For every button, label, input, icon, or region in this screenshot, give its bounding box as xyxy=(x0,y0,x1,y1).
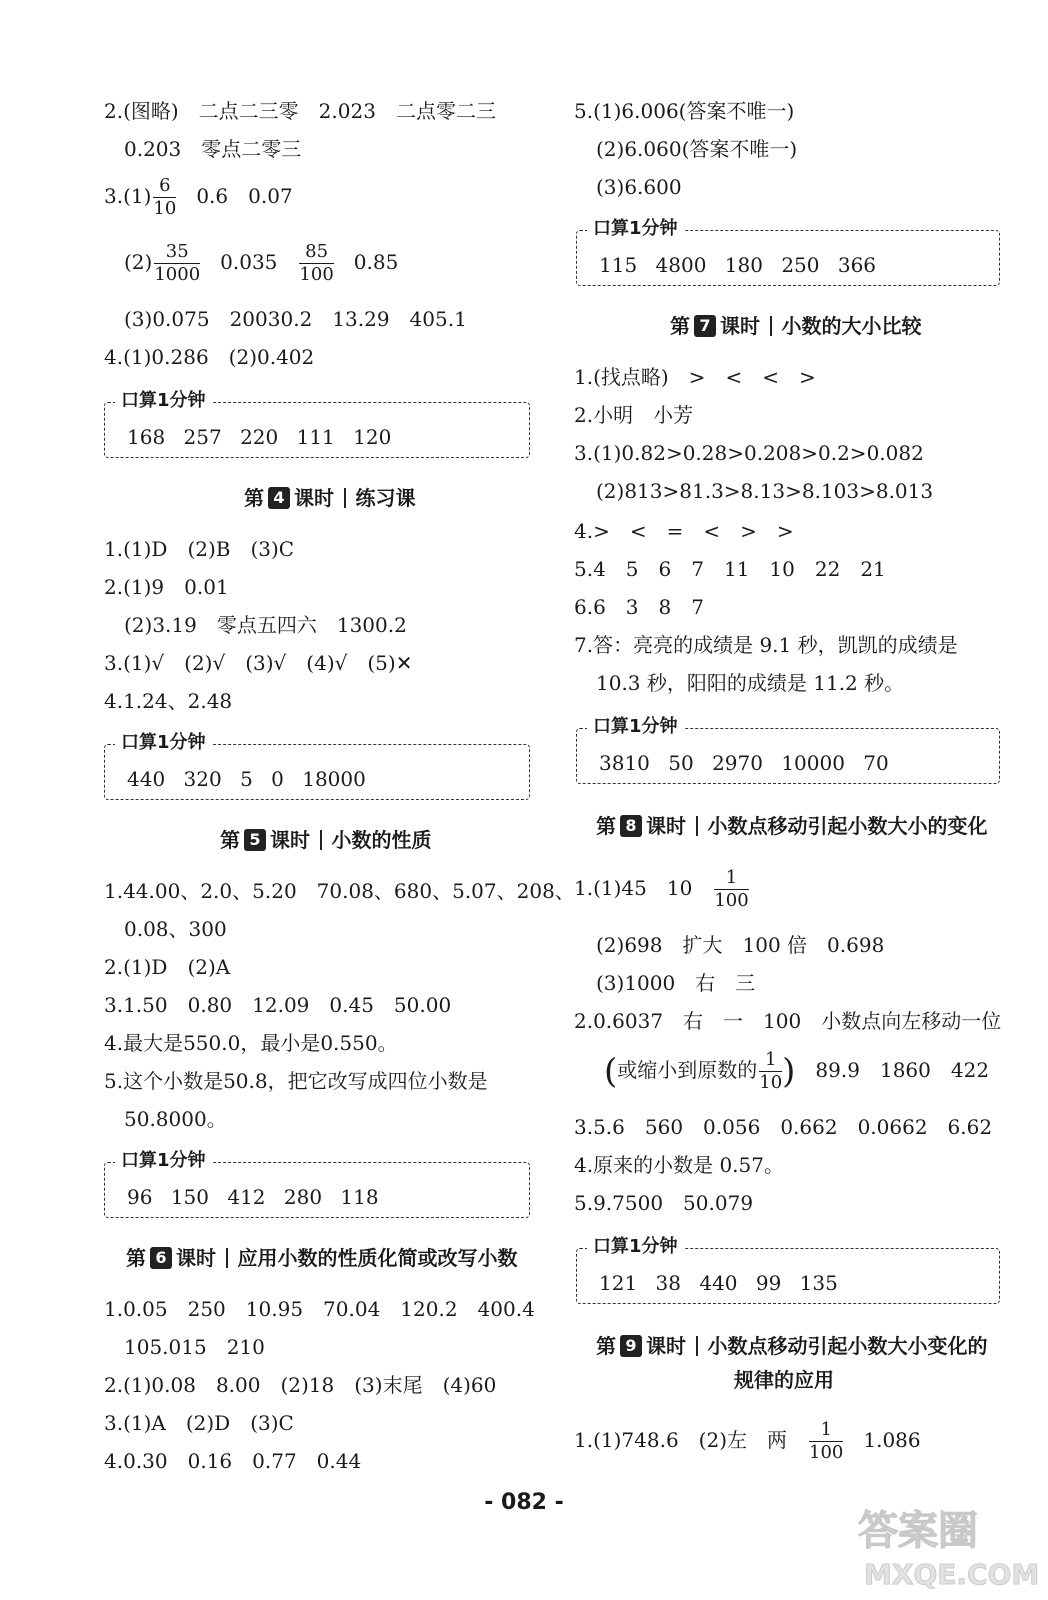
answer-line: 2.(图略) 二点二三零 2.023 二点零二三 xyxy=(104,99,496,123)
fraction-numerator: 85 xyxy=(299,242,333,264)
answer-text: 或缩小到原数的 xyxy=(617,1058,758,1082)
fraction-denominator: 100 xyxy=(714,890,749,911)
answer-line-fraction xyxy=(574,868,749,911)
mental-math-values: 115 4800 180 250 366 xyxy=(599,253,877,277)
mental-math-title: 口算1分钟 xyxy=(587,715,684,739)
heading-separator xyxy=(226,1248,228,1268)
answer-text: 0.6 0.07 xyxy=(176,184,293,208)
watermark-logo xyxy=(850,1500,1040,1595)
mental-math-values: 168 257 220 111 120 xyxy=(127,425,392,449)
lesson-heading xyxy=(670,312,922,340)
answer-line: (3)6.600 xyxy=(596,175,682,199)
answer-line: 50.8000。 xyxy=(124,1107,227,1131)
lesson-title: 小数的性质 xyxy=(331,828,432,852)
answer-text: 0.85 xyxy=(333,250,399,274)
answer-line: (3)0.075 20030.2 13.29 405.1 xyxy=(124,307,467,331)
mental-math-box xyxy=(576,716,1000,784)
answer-line: (2)813>81.3>8.13>8.103>8.013 xyxy=(596,479,934,503)
heading-text: 第 xyxy=(126,1246,146,1270)
answer-text: 3.(1) xyxy=(104,184,152,208)
fraction xyxy=(809,1420,843,1463)
fraction xyxy=(714,868,748,911)
heading-text: 第 xyxy=(596,814,616,838)
answer-line: 0.08、300 xyxy=(124,917,227,941)
heading-separator xyxy=(696,1336,698,1356)
answer-line: 4.原来的小数是 0.57。 xyxy=(574,1153,784,1177)
fraction-numerator: 35 xyxy=(154,242,200,264)
heading-separator xyxy=(320,830,322,850)
answer-text: 0.035 xyxy=(200,250,298,274)
answer-line: 6.6 3 8 7 xyxy=(574,595,704,619)
fraction-numerator: 1 xyxy=(759,1050,782,1072)
fraction-numerator: 1 xyxy=(714,868,748,890)
watermark-line1: 答案圈 xyxy=(858,1508,978,1554)
mental-math-box xyxy=(576,218,1000,286)
page-number: - 082 - xyxy=(484,1490,564,1515)
heading-text: 课时 xyxy=(646,1334,686,1358)
lesson-number-badge: 9 xyxy=(620,1335,642,1357)
mental-math-box xyxy=(576,1236,1000,1304)
lesson-number-badge: 7 xyxy=(694,315,716,337)
fraction-denominator: 100 xyxy=(809,1442,844,1463)
answer-line: 4.最大是550.0，最小是0.550。 xyxy=(104,1031,398,1055)
answer-line-fraction xyxy=(604,1050,989,1093)
lesson-title: 小数点移动引起小数大小的变化 xyxy=(707,814,988,838)
lesson-title: 小数的大小比较 xyxy=(781,314,922,338)
lesson-title: 应用小数的性质化简或改写小数 xyxy=(237,1246,518,1270)
lesson-heading xyxy=(244,484,416,512)
answer-line: (2)698 扩大 100 倍 0.698 xyxy=(596,933,885,957)
heading-text: 第 xyxy=(596,1334,616,1358)
lesson-number-badge: 5 xyxy=(244,829,266,851)
answer-line: (3)1000 右 三 xyxy=(596,971,756,995)
answer-line: 7.答：亮亮的成绩是 9.1 秒，凯凯的成绩是 xyxy=(574,633,958,657)
answer-line: 3.(1)√ (2)√ (3)√ (4)√ (5)✕ xyxy=(104,651,413,675)
answer-line: 1.(1)D (2)B (3)C xyxy=(104,537,295,561)
answer-text: 1.086 xyxy=(843,1428,921,1452)
answer-line-fraction xyxy=(124,242,398,285)
mental-math-title: 口算1分钟 xyxy=(115,731,212,755)
lesson-title: 小数点移动引起小数大小变化的 xyxy=(707,1334,988,1358)
heading-text: 课时 xyxy=(720,314,760,338)
lesson-number-badge: 6 xyxy=(150,1247,172,1269)
answer-line: 5.(1)6.006(答案不唯一) xyxy=(574,99,795,123)
answer-line: 10.3 秒，阳阳的成绩是 11.2 秒。 xyxy=(596,671,905,695)
heading-text: 课时 xyxy=(176,1246,216,1270)
answer-line: 2.(1)D (2)A xyxy=(104,955,231,979)
answer-line-fraction xyxy=(104,176,293,219)
answer-line: 105.015 210 xyxy=(124,1335,265,1359)
heading-separator xyxy=(770,316,772,336)
answer-line: 2.(1)0.08 8.00 (2)18 (3)末尾 (4)60 xyxy=(104,1373,497,1397)
answer-line: 4.1.24、2.48 xyxy=(104,689,233,713)
mental-math-box xyxy=(104,1150,530,1218)
mental-math-values: 121 38 440 99 135 xyxy=(599,1271,838,1295)
mental-math-title: 口算1分钟 xyxy=(587,217,684,241)
answer-line: 5.这个小数是50.8，把它改写成四位小数是 xyxy=(104,1069,488,1093)
answer-line: 3.1.50 0.80 12.09 0.45 50.00 xyxy=(104,993,452,1017)
left-paren-icon: ( xyxy=(604,1051,618,1092)
fraction xyxy=(299,242,333,285)
answer-line: 4.> < = < > > xyxy=(574,519,794,543)
answer-line: 3.(1)0.82>0.28>0.208>0.2>0.082 xyxy=(574,441,924,465)
right-paren-icon: ) xyxy=(782,1051,796,1092)
heading-text: 课时 xyxy=(646,814,686,838)
mental-math-values: 440 320 5 0 18000 xyxy=(127,767,366,791)
answer-line: 1.(找点略) > < < > xyxy=(574,365,816,389)
heading-text: 第 xyxy=(244,486,264,510)
answer-text: 1.(1)748.6 (2)左 两 xyxy=(574,1428,807,1452)
mental-math-values: 3810 50 2970 10000 70 xyxy=(599,751,889,775)
lesson-title-continued: 规律的应用 xyxy=(734,1368,834,1392)
answer-text: 89.9 1860 422 xyxy=(795,1058,990,1082)
fraction-numerator: 1 xyxy=(809,1420,843,1442)
fraction xyxy=(759,1050,782,1093)
mental-math-values: 96 150 412 280 118 xyxy=(127,1185,379,1209)
lesson-heading xyxy=(220,826,432,854)
answer-line: 5.4 5 6 7 11 10 22 21 xyxy=(574,557,886,581)
fraction xyxy=(154,242,200,285)
answer-line: 2.小明 小芳 xyxy=(574,403,694,427)
heading-text: 课时 xyxy=(270,828,310,852)
lesson-heading xyxy=(596,812,988,840)
answer-line: 2.(1)9 0.01 xyxy=(104,575,229,599)
answer-line: (2)3.19 零点五四六 1300.2 xyxy=(124,613,407,637)
lesson-title: 练习课 xyxy=(355,486,416,510)
mental-math-title: 口算1分钟 xyxy=(115,389,212,413)
answer-line: 0.203 零点二零三 xyxy=(124,137,302,161)
lesson-number-badge: 4 xyxy=(268,487,290,509)
fraction-denominator: 100 xyxy=(299,264,334,285)
fraction-denominator: 10 xyxy=(759,1072,783,1093)
heading-text: 第 xyxy=(670,314,690,338)
heading-separator xyxy=(344,488,346,508)
lesson-heading xyxy=(126,1244,518,1272)
answer-line: 4.0.30 0.16 0.77 0.44 xyxy=(104,1449,362,1473)
answer-line: 3.(1)A (2)D (3)C xyxy=(104,1411,294,1435)
answer-text: 1.(1)45 10 xyxy=(574,876,713,900)
lesson-number-badge: 8 xyxy=(620,815,642,837)
heading-text: 课时 xyxy=(294,486,334,510)
answer-line: 1.0.05 250 10.95 70.04 120.2 400.4 xyxy=(104,1297,535,1321)
fraction-numerator: 6 xyxy=(153,176,176,198)
answer-line: 2.0.6037 右 一 100 小数点向左移动一位 xyxy=(574,1009,1002,1033)
mental-math-title: 口算1分钟 xyxy=(115,1149,212,1173)
lesson-heading xyxy=(596,1332,988,1360)
fraction-denominator: 1000 xyxy=(154,264,201,285)
fraction-denominator: 10 xyxy=(153,198,177,219)
mental-math-box xyxy=(104,390,530,458)
answer-line-fraction xyxy=(574,1420,921,1463)
heading-separator xyxy=(696,816,698,836)
answer-line: 5.9.7500 50.079 xyxy=(574,1191,754,1215)
mental-math-box xyxy=(104,732,530,800)
fraction xyxy=(153,176,176,219)
heading-text: 第 xyxy=(220,828,240,852)
mental-math-title: 口算1分钟 xyxy=(587,1235,684,1259)
answer-line: 1.44.00、2.0、5.20 70.08、680、5.07、208、 xyxy=(104,879,575,903)
answer-line: (2)6.060(答案不唯一) xyxy=(596,137,798,161)
answer-line: 4.(1)0.286 (2)0.402 xyxy=(104,345,315,369)
answer-line: 3.5.6 560 0.056 0.662 0.0662 6.62 xyxy=(574,1115,993,1139)
answer-text: (2) xyxy=(124,250,153,274)
watermark-line2: MXQE.COM xyxy=(864,1558,1040,1591)
